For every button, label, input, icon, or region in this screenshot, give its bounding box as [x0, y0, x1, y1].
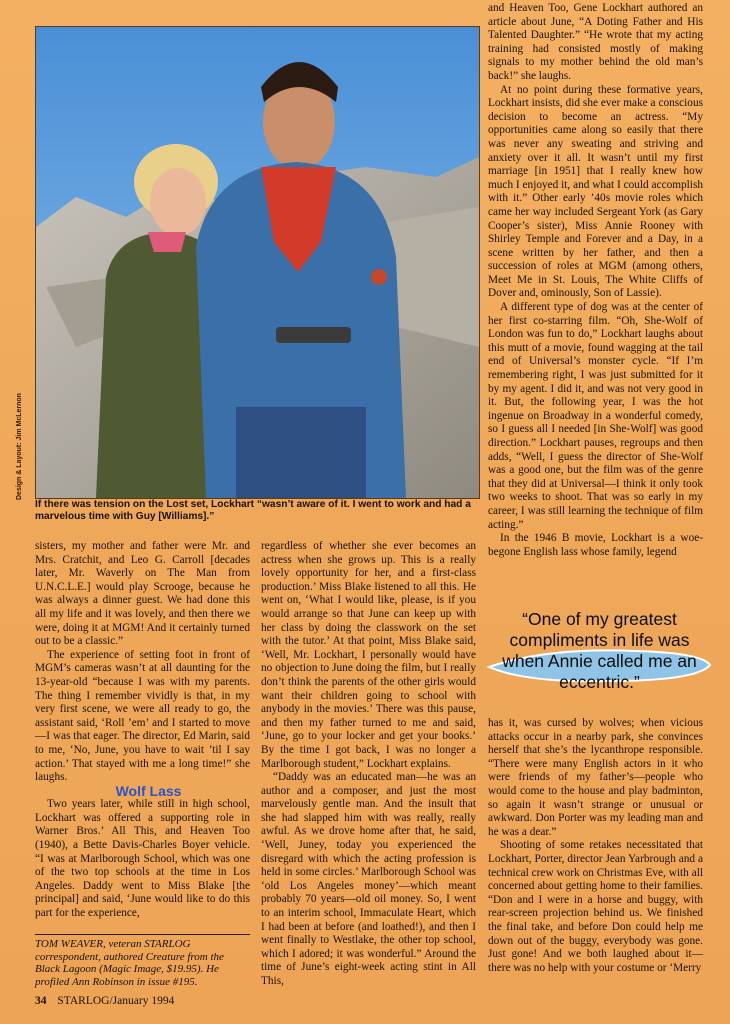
- paragraph: In the 1946 B movie, Lockhart is a woe-begone English lass whose family, legend: [488, 532, 703, 558]
- pull-quote: [487, 605, 712, 697]
- column-2: [261, 540, 476, 989]
- paragraph: At no point during these formative years, Lockhart insists, did she ever make a conscious decision to become an actress. “My opportunities came along so easily that there was never any sweating and striving and anxiety over it all. It wasn’t until my first marriage [in 1951] that I really knew how much I enjoyed it, and what I could accomplish with it.” Other early ’40s movie roles which came her way included Sergeant York (as Gary Cooper’s sister), Miss Annie Rooney with Shirley Temple and Forever and a Day, in a scene written by her father, and then a succession of roles at MGM (among others, Meet Me in St. Louis, The White Cliffs of Dover and, ominously, Son of Lassie).: [488, 83, 703, 300]
- paragraph: Two years later, while still in high school, Lockhart was offered a supporting role in Warner Bros.’ All This, and Heaven Too (1940), a Bette Davis-Charles Boyer vehicle. “I was at Marlborough School, which was one of the two top schools at the time in Los Angeles. Daddy went to Miss Blake [the principal] and said, ‘June would like to do this part for the experience,: [35, 798, 250, 920]
- pull-quote-text: “One of my greatest compliments in life was when Annie called me an eccentric.”: [502, 609, 697, 692]
- photo-credit: Design & Layout: Jim McLernon: [16, 393, 23, 500]
- issue-line: STARLOG/January 1994: [57, 995, 175, 1007]
- paragraph: “Daddy was an educated man—he was an author and a composer, and just the most marvelously gentle man. And the insult that she had slapped him with was really, really awful. As we drove home after that, he said, ‘Well, Juney, today you experienced the disregard with which the acting profession is held in some circles.’ Marlborough School was ‘old Los Angeles money’—which meant probably 70 years—old oil money. So, I went to an interim school, Immaculate Heart, which I had been at before (and loathed!), and then I went finally to Westlake, the other top school, which I adored; it was wonderful.” Around the time of June’s eight-week acting stint in All This,: [261, 771, 476, 987]
- column-3-top: [488, 2, 703, 559]
- photo-caption: If there was tension on the Lost set, Lockhart “wasn’t aware of it. I went to work and had a marvelous time with Guy [Williams].”: [35, 499, 471, 522]
- page-number: 34: [35, 995, 47, 1007]
- paragraph: Shooting of some retakes necessitated that Lockhart, Porter, director Jean Yarbrough and a technical crew work on Christmas Eve, with all concerned about getting home to their families. “Don and I were in a horse and buggy, with rear-screen projection behind us. We finished the final take, and before Don could help me down out of the buggy, everybody was gone. Just gone! And we both laughed about it—there was no help with your costume or ‘Merry: [488, 839, 703, 974]
- section-subhead: Wolf Lass: [115, 782, 182, 799]
- paragraph: A different type of dog was at the center of her first co-starring film. “Oh, She-Wolf of London was fun to do,” Lockhart laughs about this mutt of a movie, found wagging at the tail end of Universal’s monster cycle. “If I’m remembering right, I was just submitted for it by my agent. I did it, and was not very good in it. But, the following year, I was the hot ingenue on Broadway in a wonderful comedy, so I guess all I needed [in She-Wolf] was good direction.” Lockhart pauses, regroups and then adds, “Well, I guess the director of She-Wolf was a good one, but the film was of the genre that they did at Universal—I think it only took two weeks to shoot. That was so early in my career, I was still learning the technique of film acting.”: [488, 301, 703, 531]
- author-bio: TOM WEAVER, veteran STARLOG correspondent, authored Creature from the Black Lagoon (Magic Image, $19.95). He profiled Ann Robinson in issue #195.: [35, 934, 250, 988]
- paragraph: has it, was cursed by wolves; when vicious attacks occur in a nearby park, she convinces herself that she’s the lycanthrope responsible. “There were many English actors in it who were friends of my father’s—people who would come to the house and play badminton, so again it wasn’t strange or unusual or awkward. Don Porter was my leading man and he was a dear.”: [488, 717, 703, 838]
- paragraph: sisters, my mother and father were Mr. and Mrs. Cratchit, and Leo G. Carroll [decades later, Mr. Waverly on The Man from U.N.C.L.E.] would play Scrooge, because he was always a dinner guest. We had done this all my life and it was lovely, and then there we were, doing it at MGM! And it certainly turned out to be a classic.”: [35, 540, 250, 648]
- paragraph: regardless of whether she ever becomes an actress when she grows up. This is a really lovely opportunity for her, and a first-class production.’ Miss Blake listened to all this. He went on, ‘What I would like, please, is if you would arrange so that June can keep up with her class by doing the classwork on the set with the tutor.’ At that point, Miss Blake said, ‘Well, Mr. Lockhart, I personally would have no objection to June doing the film, but I really don’t think the parents of the other girls would want their children going to school with anybody in the movies.’ There was this pause, and then my father turned to me and said, ‘June, go to your locker and get your books.’ By the time I got back, I was no longer a Marlborough student,” Lockhart explains.: [261, 540, 476, 770]
- photo-lost-in-space: [35, 26, 480, 499]
- page-footer: [35, 995, 174, 1007]
- paragraph: The experience of setting foot in front of MGM’s cameras wasn’t at all daunting for the 13-year-old “because I was with my parents. The thing I remember vividly is that, in my very first scene, we were all ready to go, the assistant said, ‘Roll ’em’ and I started to move—I was that eager. The director, Ed Marin, said to me, ‘No, June, you have to wait ’til I say action.’ That stayed with me a long time!” she laughs.: [35, 648, 250, 784]
- paragraph: and Heaven Too, Gene Lockhart authored an article about June, “A Doting Father and His Talented Daughter.” “He wrote that my acting training had consisted mostly of making signals to my mother behind the old man’s back!” she laughs.: [488, 2, 703, 82]
- column-3-bottom: [488, 717, 703, 975]
- column-1: [35, 540, 250, 921]
